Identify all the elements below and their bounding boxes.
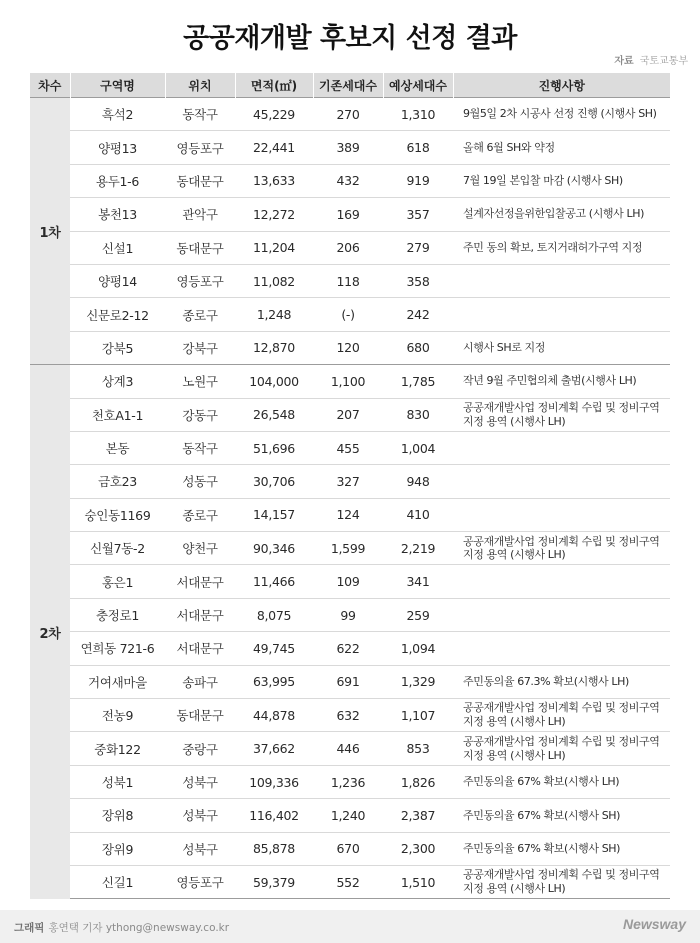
area-cell: 11,204 bbox=[235, 231, 313, 264]
results-table bbox=[30, 73, 670, 899]
existing-units-cell: 124 bbox=[313, 498, 383, 531]
zone-cell: 연희동 721-6 bbox=[70, 632, 165, 665]
area-cell: 116,402 bbox=[235, 799, 313, 832]
progress-cell bbox=[453, 598, 670, 631]
table-row bbox=[30, 98, 670, 131]
expected-units-cell: 680 bbox=[383, 331, 453, 364]
progress-cell bbox=[453, 498, 670, 531]
zone-cell: 천호A1-1 bbox=[70, 398, 165, 431]
progress-cell: 공공재개발사업 정비계획 수립 및 정비구역 지정 용역 (시행사 LH) bbox=[453, 532, 670, 565]
area-cell: 11,082 bbox=[235, 264, 313, 297]
area-cell: 14,157 bbox=[235, 498, 313, 531]
progress-cell: 9월5일 2차 시공사 선정 진행 (시행사 SH) bbox=[453, 98, 670, 131]
zone-cell: 신문로2-12 bbox=[70, 298, 165, 331]
progress-cell bbox=[453, 565, 670, 598]
table-row bbox=[30, 665, 670, 698]
existing-units-cell: 207 bbox=[313, 398, 383, 431]
progress-cell: 작년 9월 주민협의체 출범(시행사 LH) bbox=[453, 365, 670, 398]
column-header-existing-units: 기존세대수 bbox=[313, 73, 383, 98]
location-cell: 중랑구 bbox=[165, 732, 235, 765]
area-cell: 30,706 bbox=[235, 465, 313, 498]
graphic-credit bbox=[14, 920, 229, 935]
existing-units-cell: 109 bbox=[313, 565, 383, 598]
existing-units-cell: 270 bbox=[313, 98, 383, 131]
zone-cell: 양평13 bbox=[70, 131, 165, 164]
expected-units-cell: 1,094 bbox=[383, 632, 453, 665]
zone-cell: 신월7동-2 bbox=[70, 532, 165, 565]
progress-cell bbox=[453, 632, 670, 665]
existing-units-cell: 1,599 bbox=[313, 532, 383, 565]
expected-units-cell: 830 bbox=[383, 398, 453, 431]
progress-cell: 주민동의율 67.3% 확보(시행사 LH) bbox=[453, 665, 670, 698]
zone-cell: 금호23 bbox=[70, 465, 165, 498]
expected-units-cell: 357 bbox=[383, 198, 453, 231]
zone-cell: 거여새마을 bbox=[70, 665, 165, 698]
credit-text: 홍연택 기자 ythong@newsway.co.kr bbox=[48, 922, 230, 934]
credit-label: 그래픽 bbox=[14, 922, 45, 934]
existing-units-cell: 327 bbox=[313, 465, 383, 498]
expected-units-cell: 2,387 bbox=[383, 799, 453, 832]
location-cell: 동대문구 bbox=[165, 164, 235, 197]
table-row bbox=[30, 865, 670, 898]
area-cell: 51,696 bbox=[235, 431, 313, 464]
zone-cell: 본동 bbox=[70, 431, 165, 464]
progress-cell: 공공재개발사업 정비계획 수립 및 정비구역 지정 용역 (시행사 LH) bbox=[453, 865, 670, 898]
progress-cell: 주민동의율 67% 확보(시행사 SH) bbox=[453, 832, 670, 865]
table-row bbox=[30, 498, 670, 531]
existing-units-cell: 120 bbox=[313, 331, 383, 364]
existing-units-cell: 206 bbox=[313, 231, 383, 264]
area-cell: 85,878 bbox=[235, 832, 313, 865]
location-cell: 강북구 bbox=[165, 331, 235, 364]
existing-units-cell: 455 bbox=[313, 431, 383, 464]
area-cell: 8,075 bbox=[235, 598, 313, 631]
zone-cell: 흑석2 bbox=[70, 98, 165, 131]
area-cell: 13,633 bbox=[235, 164, 313, 197]
existing-units-cell: 632 bbox=[313, 699, 383, 732]
location-cell: 관악구 bbox=[165, 198, 235, 231]
location-cell: 강동구 bbox=[165, 398, 235, 431]
progress-cell bbox=[453, 264, 670, 297]
expected-units-cell: 919 bbox=[383, 164, 453, 197]
zone-cell: 홍은1 bbox=[70, 565, 165, 598]
table-row bbox=[30, 131, 670, 164]
expected-units-cell: 2,219 bbox=[383, 532, 453, 565]
progress-cell: 7월 19일 본입찰 마감 (시행사 SH) bbox=[453, 164, 670, 197]
table-row bbox=[30, 632, 670, 665]
area-cell: 22,441 bbox=[235, 131, 313, 164]
area-cell: 11,466 bbox=[235, 565, 313, 598]
expected-units-cell: 259 bbox=[383, 598, 453, 631]
area-cell: 90,346 bbox=[235, 532, 313, 565]
location-cell: 송파구 bbox=[165, 665, 235, 698]
area-cell: 12,870 bbox=[235, 331, 313, 364]
zone-cell: 봉천13 bbox=[70, 198, 165, 231]
table-row bbox=[30, 799, 670, 832]
existing-units-cell: 552 bbox=[313, 865, 383, 898]
existing-units-cell: 1,236 bbox=[313, 765, 383, 798]
area-cell: 63,995 bbox=[235, 665, 313, 698]
table-row bbox=[30, 699, 670, 732]
location-cell: 동작구 bbox=[165, 431, 235, 464]
expected-units-cell: 242 bbox=[383, 298, 453, 331]
area-cell: 37,662 bbox=[235, 732, 313, 765]
column-header-phase: 차수 bbox=[30, 73, 70, 98]
existing-units-cell: 1,240 bbox=[313, 799, 383, 832]
area-cell: 59,379 bbox=[235, 865, 313, 898]
area-cell: 109,336 bbox=[235, 765, 313, 798]
progress-cell: 설계자선정을위한입찰공고 (시행사 LH) bbox=[453, 198, 670, 231]
page-title: 공공재개발 후보지 선정 결과 bbox=[183, 23, 517, 54]
location-cell: 서대문구 bbox=[165, 565, 235, 598]
existing-units-cell: 118 bbox=[313, 264, 383, 297]
table-row bbox=[30, 198, 670, 231]
zone-cell: 중화122 bbox=[70, 732, 165, 765]
expected-units-cell: 1,107 bbox=[383, 699, 453, 732]
expected-units-cell: 410 bbox=[383, 498, 453, 531]
source-note bbox=[614, 52, 688, 67]
table-body bbox=[30, 98, 670, 899]
phase-cell: 2차 bbox=[30, 365, 70, 899]
expected-units-cell: 1,329 bbox=[383, 665, 453, 698]
column-header-expected-units: 예상세대수 bbox=[383, 73, 453, 98]
column-header-progress: 진행사항 bbox=[453, 73, 670, 98]
expected-units-cell: 279 bbox=[383, 231, 453, 264]
area-cell: 1,248 bbox=[235, 298, 313, 331]
area-cell: 104,000 bbox=[235, 365, 313, 398]
existing-units-cell: 389 bbox=[313, 131, 383, 164]
table-row bbox=[30, 431, 670, 464]
expected-units-cell: 1,004 bbox=[383, 431, 453, 464]
zone-cell: 신설1 bbox=[70, 231, 165, 264]
progress-cell: 시행사 SH로 지정 bbox=[453, 331, 670, 364]
expected-units-cell: 1,826 bbox=[383, 765, 453, 798]
progress-cell: 주민동의율 67% 확보(시행사 SH) bbox=[453, 799, 670, 832]
progress-cell: 올해 6월 SH와 약정 bbox=[453, 131, 670, 164]
expected-units-cell: 1,510 bbox=[383, 865, 453, 898]
zone-cell: 용두1-6 bbox=[70, 164, 165, 197]
location-cell: 양천구 bbox=[165, 532, 235, 565]
table-row bbox=[30, 732, 670, 765]
existing-units-cell: 1,100 bbox=[313, 365, 383, 398]
zone-cell: 강북5 bbox=[70, 331, 165, 364]
table-row bbox=[30, 298, 670, 331]
table-row bbox=[30, 765, 670, 798]
expected-units-cell: 358 bbox=[383, 264, 453, 297]
expected-units-cell: 1,310 bbox=[383, 98, 453, 131]
existing-units-cell: (-) bbox=[313, 298, 383, 331]
table-row bbox=[30, 164, 670, 197]
progress-cell: 주민 동의 확보, 토지거래허가구역 지정 bbox=[453, 231, 670, 264]
location-cell: 성동구 bbox=[165, 465, 235, 498]
expected-units-cell: 341 bbox=[383, 565, 453, 598]
progress-cell bbox=[453, 298, 670, 331]
location-cell: 서대문구 bbox=[165, 598, 235, 631]
phase-cell: 1차 bbox=[30, 98, 70, 365]
location-cell: 동작구 bbox=[165, 98, 235, 131]
existing-units-cell: 446 bbox=[313, 732, 383, 765]
table-row bbox=[30, 832, 670, 865]
location-cell: 성북구 bbox=[165, 832, 235, 865]
expected-units-cell: 948 bbox=[383, 465, 453, 498]
expected-units-cell: 618 bbox=[383, 131, 453, 164]
progress-cell: 주민동의율 67% 확보(시행사 LH) bbox=[453, 765, 670, 798]
existing-units-cell: 622 bbox=[313, 632, 383, 665]
existing-units-cell: 432 bbox=[313, 164, 383, 197]
column-header-zone: 구역명 bbox=[70, 73, 165, 98]
newsway-logo: Newsway bbox=[622, 916, 686, 932]
zone-cell: 양평14 bbox=[70, 264, 165, 297]
progress-cell bbox=[453, 465, 670, 498]
table-row bbox=[30, 398, 670, 431]
table-row bbox=[30, 331, 670, 364]
existing-units-cell: 99 bbox=[313, 598, 383, 631]
column-header-area: 면적(㎡) bbox=[235, 73, 313, 98]
column-header-location: 위치 bbox=[165, 73, 235, 98]
progress-cell: 공공재개발사업 정비계획 수립 및 정비구역 지정 용역 (시행사 LH) bbox=[453, 699, 670, 732]
zone-cell: 장위9 bbox=[70, 832, 165, 865]
expected-units-cell: 1,785 bbox=[383, 365, 453, 398]
table-row bbox=[30, 565, 670, 598]
location-cell: 종로구 bbox=[165, 498, 235, 531]
source-value: 국토교통부 bbox=[639, 56, 688, 67]
zone-cell: 충정로1 bbox=[70, 598, 165, 631]
progress-cell bbox=[453, 431, 670, 464]
location-cell: 동대문구 bbox=[165, 699, 235, 732]
table-header-row bbox=[30, 73, 670, 98]
location-cell: 종로구 bbox=[165, 298, 235, 331]
location-cell: 영등포구 bbox=[165, 865, 235, 898]
zone-cell: 신길1 bbox=[70, 865, 165, 898]
source-label: 자료 bbox=[614, 56, 634, 67]
progress-cell: 공공재개발사업 정비계획 수립 및 정비구역 지정 용역 (시행사 LH) bbox=[453, 398, 670, 431]
zone-cell: 숭인동1169 bbox=[70, 498, 165, 531]
zone-cell: 전농9 bbox=[70, 699, 165, 732]
table-row bbox=[30, 264, 670, 297]
table-row bbox=[30, 598, 670, 631]
existing-units-cell: 169 bbox=[313, 198, 383, 231]
existing-units-cell: 670 bbox=[313, 832, 383, 865]
zone-cell: 성북1 bbox=[70, 765, 165, 798]
results-table-container bbox=[30, 73, 670, 899]
table-row bbox=[30, 465, 670, 498]
area-cell: 44,878 bbox=[235, 699, 313, 732]
location-cell: 서대문구 bbox=[165, 632, 235, 665]
zone-cell: 장위8 bbox=[70, 799, 165, 832]
progress-cell: 공공재개발사업 정비계획 수립 및 정비구역 지정 용역 (시행사 LH) bbox=[453, 732, 670, 765]
area-cell: 26,548 bbox=[235, 398, 313, 431]
table-row bbox=[30, 532, 670, 565]
location-cell: 영등포구 bbox=[165, 131, 235, 164]
location-cell: 동대문구 bbox=[165, 231, 235, 264]
table-row bbox=[30, 365, 670, 398]
zone-cell: 상계3 bbox=[70, 365, 165, 398]
area-cell: 45,229 bbox=[235, 98, 313, 131]
footer bbox=[0, 910, 700, 943]
location-cell: 노원구 bbox=[165, 365, 235, 398]
location-cell: 성북구 bbox=[165, 799, 235, 832]
location-cell: 영등포구 bbox=[165, 264, 235, 297]
area-cell: 12,272 bbox=[235, 198, 313, 231]
location-cell: 성북구 bbox=[165, 765, 235, 798]
expected-units-cell: 853 bbox=[383, 732, 453, 765]
table-row bbox=[30, 231, 670, 264]
existing-units-cell: 691 bbox=[313, 665, 383, 698]
area-cell: 49,745 bbox=[235, 632, 313, 665]
expected-units-cell: 2,300 bbox=[383, 832, 453, 865]
